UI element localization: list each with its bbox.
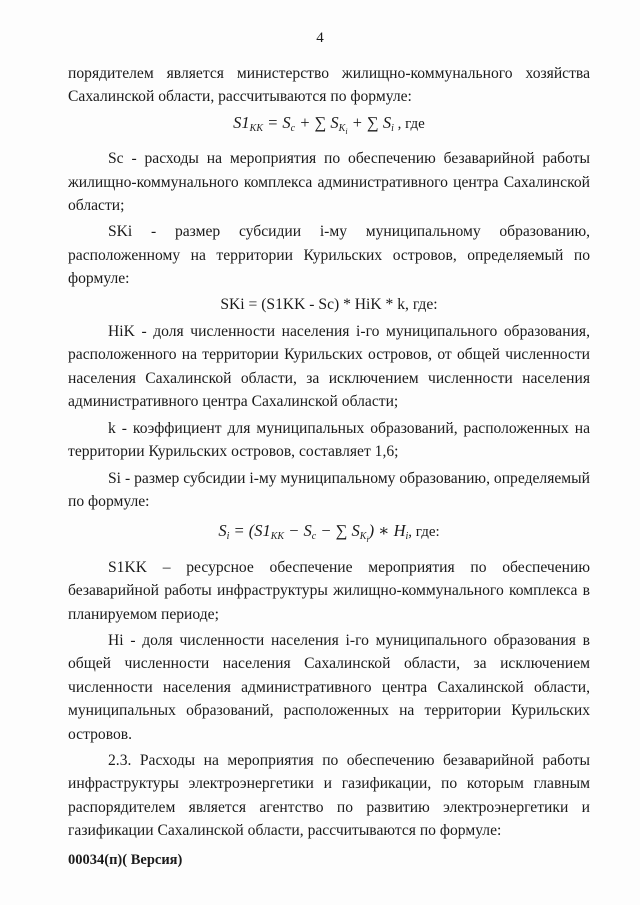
paragraph-hik-definition: HiK - доля численности населения i-го муниципального образования, расположенного на территории Курильских островов, от общей численности населения Сахалинской области, за исключением численности населения административного центра Сахалинской области; [68, 323, 590, 411]
formula-si: $S_i = (S1_{KK} - S_c$ − ∑ $S_{K_i}$) ∗ $H_i$, где: [218, 521, 440, 545]
paragraph-ski-definition: SKi - размер субсидии i-му муниципальному образованию, расположенному на территории Курильских островов, определяемый по формуле: [68, 223, 590, 288]
document-footer-code: 00034(п)( Версия) [68, 852, 183, 868]
paragraph-s1kk-definition: S1KK – ресурсное обеспечение мероприятия по обеспечению безаварийной работы инфраструктуры жилищно-коммунального комплекса в планируемом периоде; [68, 558, 590, 623]
symbol-sc: Sc [108, 150, 124, 168]
paragraph-si-definition: Si - размер субсидии i-му муниципальному образованию, определяемый по формуле: [68, 469, 590, 510]
symbol-si: Si [108, 469, 122, 487]
paragraph-intro: порядителем является министерство жилищно-коммунального хозяйства Сахалинской области, рассчитываются по формуле: [68, 65, 590, 106]
formula-ski: SKi = (S1KK - Sc) * HiK * k, где: [220, 295, 438, 313]
paragraph-sc-definition: Sc - расходы на мероприятия по обеспечению безаварийной работы жилищно-коммунального комплекса административного центра Сахалинской области; [68, 150, 590, 215]
symbol-ski: SKi [108, 223, 133, 241]
formula-s1kk: $S1_{KK} = S_c$ + ∑ $S_{K_i}$ + ∑ $S_i$ , где [233, 112, 425, 136]
symbol-hi: Hi [108, 631, 124, 649]
paragraph-k-definition: k - коэффициент для муниципальных образований, расположенных на территории Курильских островов, составляет 1,6; [68, 419, 590, 461]
page-number: 4 [316, 30, 324, 46]
paragraph-2-3: 2.3. Расходы на мероприятия по обеспечению безаварийной работы инфраструктуры электроэнергетики и газификации, по которым главным распорядителем является агентство по развитию электроэнергетики и газификации Сахалинской области, рассчитываются по формуле: [68, 751, 590, 840]
symbol-hik: HiK [108, 323, 135, 341]
symbol-s1kk: S1KK [108, 558, 147, 576]
document-body [68, 62, 590, 843]
paragraph-hi-definition: Hi - доля численности населения i-го муниципального образования в общей численности населения Сахалинской области, за исключением численности населения административного центра Сахалинской области, муниципальных образований, расположенных на территории Курильских островов. [68, 631, 590, 743]
